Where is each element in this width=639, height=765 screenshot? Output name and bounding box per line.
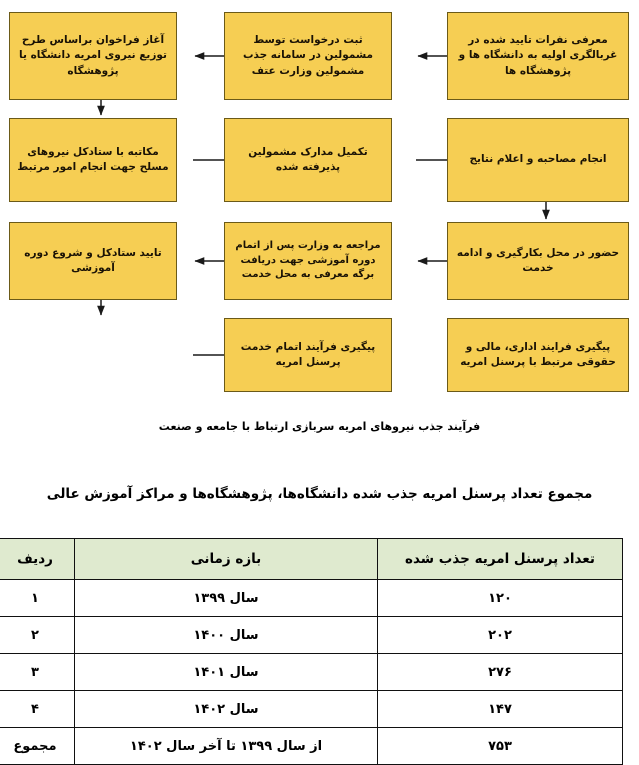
cell-row-number: ۳ bbox=[0, 654, 75, 691]
cell-count-total: ۷۵۳ bbox=[378, 728, 623, 765]
recruitment-table bbox=[0, 538, 623, 765]
cell-period: سال ۱۴۰۱ bbox=[75, 654, 378, 691]
flow-node-followup-admin-process[interactable] bbox=[447, 318, 629, 392]
cell-row-number: ۴ bbox=[0, 691, 75, 728]
cell-period-total: از سال ۱۳۹۹ تا آخر سال ۱۴۰۲ bbox=[75, 728, 378, 765]
figure-caption: فرآیند جذب نیروهای امریه سربازی ارتباط با جامعه و صنعت bbox=[158, 420, 481, 433]
table-caption: مجموع تعداد پرسنل امریه جذب شده دانشگاه‌ها، پژوهشگاه‌ها و مراکز آموزش عالی bbox=[46, 486, 593, 502]
flow-node-label: پیگیری فرایند اداری، مالی و حقوقی مرتبط با پرسنل امریه bbox=[460, 340, 616, 368]
flow-node-label: معرفی نفرات تایید شده در غربالگری اولیه به دانشگاه ها و پژوهشگاه ها bbox=[458, 34, 618, 77]
flow-node-label: مراجعه به وزارت پس از اتمام دوره آموزشی جهت دریافت برگه معرفی به محل خدمت bbox=[235, 240, 381, 281]
table-header bbox=[0, 539, 623, 580]
table-row bbox=[0, 654, 623, 691]
flow-node-visit-ministry[interactable] bbox=[224, 222, 392, 300]
cell-count: ۱۴۷ bbox=[378, 691, 623, 728]
flow-node-register-request[interactable] bbox=[224, 12, 392, 100]
table-row bbox=[0, 580, 623, 617]
flow-node-label: آغاز فراخوان براساس طرح توزیع نیروی امریه دانشگاه یا پژوهشگاه bbox=[19, 34, 167, 77]
cell-count: ۱۲۰ bbox=[378, 580, 623, 617]
flow-node-start-call[interactable] bbox=[9, 12, 177, 100]
cell-row-number: ۲ bbox=[0, 617, 75, 654]
table-row bbox=[0, 691, 623, 728]
table-row-total bbox=[0, 728, 623, 765]
cell-period: سال ۱۴۰۲ bbox=[75, 691, 378, 728]
flow-node-correspondence-staff[interactable] bbox=[9, 118, 177, 202]
cell-row-total-label: مجموع bbox=[0, 728, 75, 765]
cell-period: سال ۱۴۰۰ bbox=[75, 617, 378, 654]
cell-period: سال ۱۳۹۹ bbox=[75, 580, 378, 617]
flow-node-approval-training-start[interactable] bbox=[9, 222, 177, 300]
table-body bbox=[0, 580, 623, 765]
flow-node-introduce-approved[interactable] bbox=[447, 12, 629, 100]
table-row bbox=[0, 617, 623, 654]
flow-node-label: تکمیل مدارک مشمولین پذیرفته شده bbox=[248, 145, 368, 173]
flow-node-attend-workplace[interactable] bbox=[447, 222, 629, 300]
recruitment-table-container bbox=[13, 538, 623, 765]
cell-row-number: ۱ bbox=[0, 580, 75, 617]
flow-node-label: تایید ستادکل و شروع دوره آموزشی bbox=[24, 246, 162, 274]
flow-node-label: حضور در محل بکارگیری و ادامه خدمت bbox=[456, 246, 620, 274]
table-header-count: تعداد پرسنل امریه جذب شده bbox=[378, 539, 623, 580]
flow-node-label: مکاتبه با ستادکل نیروهای مسلح جهت انجام امور مرتبط bbox=[17, 145, 169, 173]
table-header-row-number: ردیف bbox=[0, 539, 75, 580]
flow-node-label: انجام مصاحبه و اعلام نتایج bbox=[469, 153, 607, 166]
flow-node-followup-service-end[interactable] bbox=[224, 318, 392, 392]
cell-count: ۲۷۶ bbox=[378, 654, 623, 691]
flow-node-complete-documents[interactable] bbox=[224, 118, 392, 202]
table-header-period: بازه زمانی bbox=[75, 539, 378, 580]
flow-node-label: ثبت درخواست توسط مشمولین در سامانه جذب مشمولین وزارت عتف bbox=[242, 34, 374, 77]
flow-node-label: پیگیری فرآیند اتمام خدمت پرسنل امریه bbox=[240, 340, 376, 368]
flow-node-interview-results[interactable] bbox=[447, 118, 629, 202]
cell-count: ۲۰۲ bbox=[378, 617, 623, 654]
table-header-row bbox=[0, 539, 623, 580]
